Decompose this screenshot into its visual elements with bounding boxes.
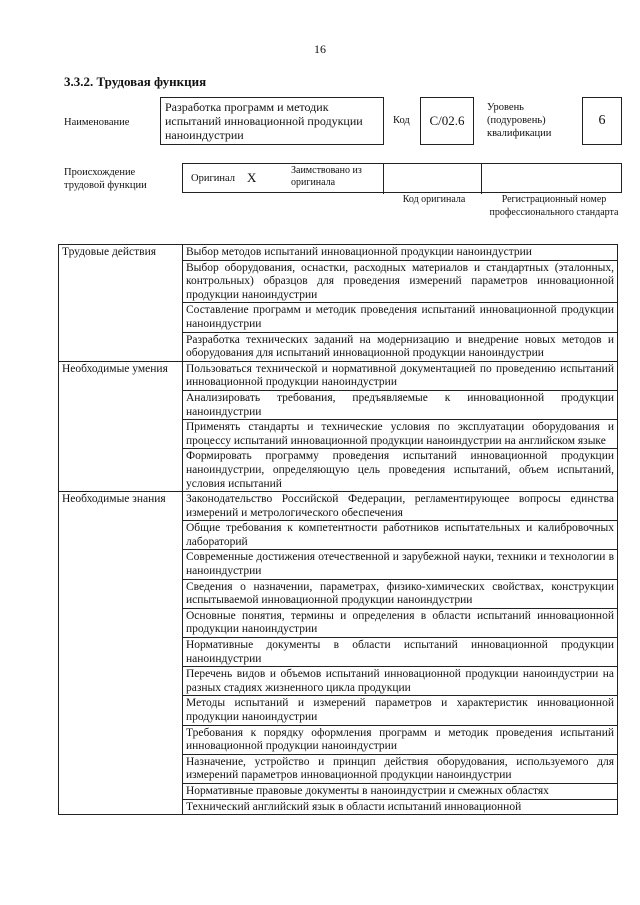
item-cell: Составление программ и методик проведения испытаний инновационной продукции наноиндустрии bbox=[183, 303, 618, 332]
page-number: 16 bbox=[314, 42, 326, 56]
item-cell: Основные понятия, термины и определения в области испытаний инновационной продукции наноиндустрии bbox=[183, 608, 618, 637]
item-cell: Разработка технических заданий на модернизацию и внедрение новых методов и оборудования для испытаний инновационной продукции наноиндустрии bbox=[183, 332, 618, 361]
name-label: Наименование bbox=[64, 117, 130, 128]
code-label: Код bbox=[393, 115, 410, 126]
code-original-caption: Код оригинала bbox=[402, 194, 466, 205]
function-table bbox=[58, 244, 618, 815]
table-row bbox=[59, 245, 618, 261]
item-cell: Требования к порядку оформления программ и методик проведения испытаний инновационной продукции наноиндустрии bbox=[183, 725, 618, 754]
category-cell: Трудовые действия bbox=[59, 245, 183, 362]
level-label: Уровень (подуровень) квалификации bbox=[487, 102, 552, 139]
item-cell: Перечень видов и объемов испытаний инновационной продукции наноиндустрии на разных стадиях жизненного цикла продукции bbox=[183, 667, 618, 696]
item-cell: Технический английский язык в области испытаний инновационной bbox=[183, 799, 618, 815]
section-title: 3.3.2. Трудовая функция bbox=[64, 74, 207, 89]
origin-cell-reg bbox=[481, 164, 623, 194]
function-name-box: Разработка программ и методик испытаний инновационной продукции наноиндустрии bbox=[160, 97, 384, 145]
origin-cell-original bbox=[183, 164, 384, 194]
original-mark: X bbox=[247, 170, 257, 185]
item-cell: Сведения о назначении, параметрах, физико-химических свойствах, конструкции испытываемой инновационной продукции наноиндустрии bbox=[183, 579, 618, 608]
table-row bbox=[59, 492, 618, 521]
level-value-box: 6 bbox=[582, 97, 622, 145]
item-cell: Выбор оборудования, оснастки, расходных материалов и стандартных (эталонных, контрольных) образцов для проведения измерений параметров инновационной продукции наноиндустрии bbox=[183, 260, 618, 303]
origin-cell-code bbox=[383, 164, 482, 194]
table-row bbox=[59, 361, 618, 390]
borrowed-label: Заимствовано из оригинала bbox=[291, 165, 362, 188]
category-cell: Необходимые умения bbox=[59, 361, 183, 491]
item-cell: Применять стандарты и технические условия по эксплуатации оборудования и процессу испытаний инновационной продукции наноиндустрии на английском языке bbox=[183, 420, 618, 449]
item-cell: Нормативные документы в области испытаний инновационной продукции наноиндустрии bbox=[183, 638, 618, 667]
item-cell: Назначение, устройство и принцип действия оборудования, используемого для измерений параметров инновационной продукции наноиндустрии bbox=[183, 754, 618, 783]
code-value-box: С/02.6 bbox=[420, 97, 474, 145]
item-cell: Выбор методов испытаний инновационной продукции наноиндустрии bbox=[183, 245, 618, 261]
item-cell: Нормативные правовые документы в наноиндустрии и смежных областях bbox=[183, 783, 618, 799]
origin-label: Происхождение трудовой функции bbox=[64, 167, 147, 191]
category-cell: Необходимые знания bbox=[59, 492, 183, 815]
origin-row bbox=[182, 163, 622, 193]
item-cell: Анализировать требования, предъявляемые к инновационной продукции наноиндустрии bbox=[183, 390, 618, 419]
item-cell: Общие требования к компетентности работников испытательных и калибровочных лабораторий bbox=[183, 521, 618, 550]
reg-number-caption: Регистрационный номер профессионального стандарта bbox=[489, 194, 619, 218]
item-cell: Пользоваться технической и нормативной документацией по проведению испытаний инновационной продукции наноиндустрии bbox=[183, 361, 618, 390]
item-cell: Методы испытаний и измерений параметров и характеристик инновационной продукции наноиндустрии bbox=[183, 696, 618, 725]
original-label: Оригинал bbox=[191, 173, 235, 184]
item-cell: Законодательство Российской Федерации, регламентирующее вопросы единства измерений и метрологического обеспечения bbox=[183, 492, 618, 521]
item-cell: Формировать программу проведения испытаний инновационной продукции наноиндустрии, определяющую цель проведения испытаний, объем испытаний, условия испытаний bbox=[183, 449, 618, 492]
item-cell: Современные достижения отечественной и зарубежной науки, техники и технологии в наноиндустрии bbox=[183, 550, 618, 579]
